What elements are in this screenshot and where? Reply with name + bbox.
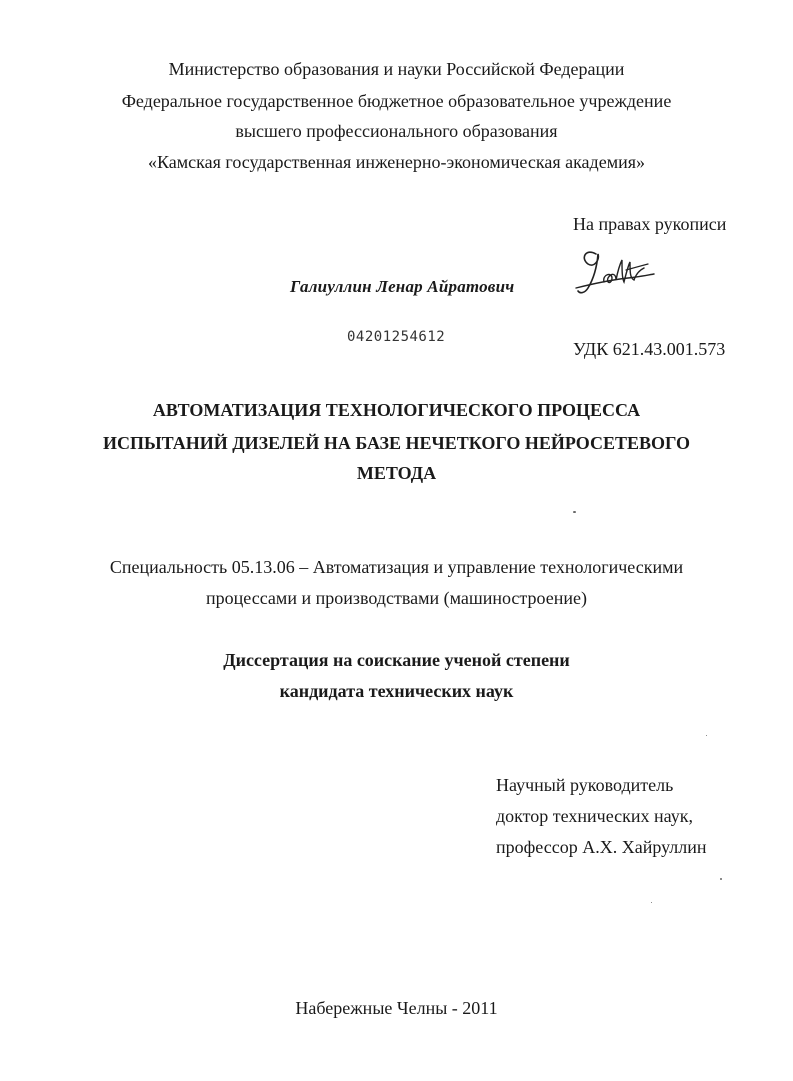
scan-speck xyxy=(706,735,707,736)
institution-line-2: высшего профессионального образования xyxy=(235,121,558,141)
place-and-year: Набережные Челны - 2011 xyxy=(295,998,498,1018)
institution-line-1: Федеральное государственное бюджетное образовательное учреждение xyxy=(121,91,672,111)
dissertation-line-2: кандидата технических наук xyxy=(279,681,514,701)
supervisor-role: Научный руководитель xyxy=(496,775,674,795)
registration-code: 04201254612 xyxy=(347,329,446,345)
scan-speck xyxy=(651,902,652,903)
scan-speck xyxy=(720,878,722,880)
dissertation-line-1: Диссертация на соискание ученой степени xyxy=(223,650,570,670)
title-line-3: МЕТОДА xyxy=(356,463,437,483)
specialty-line-2: процессами и производствами (машиностроение) xyxy=(206,588,587,608)
supervisor-degree: доктор технических наук, xyxy=(496,806,693,826)
ministry-line: Министерство образования и науки Российской Федерации xyxy=(168,59,625,79)
specialty-line-1: Специальность 05.13.06 – Автоматизация и управление технологическими xyxy=(109,557,684,577)
supervisor-name: профессор А.Х. Хайруллин xyxy=(496,837,707,857)
signature-icon xyxy=(568,244,658,302)
author-name: Галиуллин Ленар Айратович xyxy=(290,277,515,296)
title-line-2: ИСПЫТАНИЙ ДИЗЕЛЕЙ НА БАЗЕ НЕЧЕТКОГО НЕЙРОСЕТЕВОГО xyxy=(102,433,691,453)
manuscript-note: На правах рукописи xyxy=(573,214,727,234)
udc-code: УДК 621.43.001.573 xyxy=(573,339,726,359)
academy-name: «Камская государственная инженерно-экономическая академия» xyxy=(148,152,645,172)
scan-speck xyxy=(573,511,576,513)
title-line-1: АВТОМАТИЗАЦИЯ ТЕХНОЛОГИЧЕСКОГО ПРОЦЕССА xyxy=(152,400,641,420)
